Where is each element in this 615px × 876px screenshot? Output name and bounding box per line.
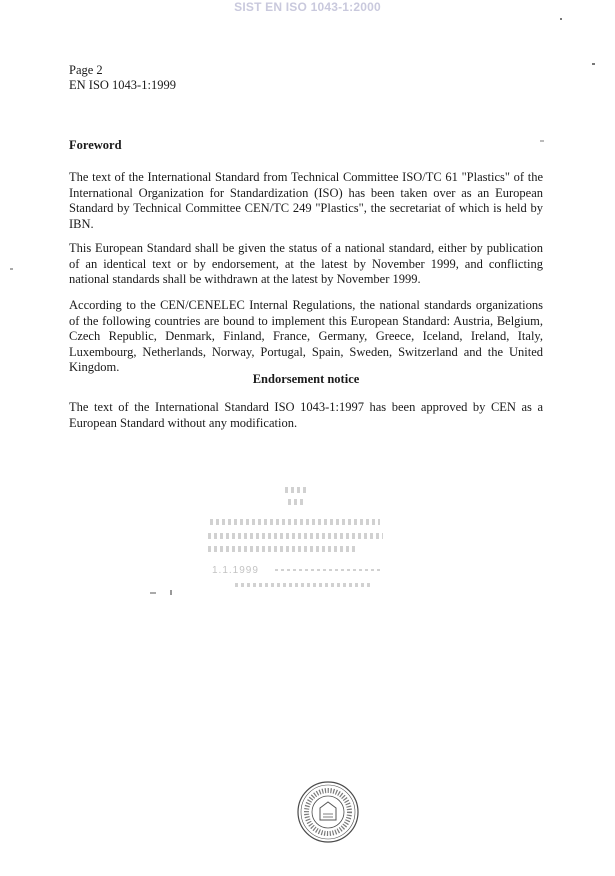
foreword-title: Foreword (69, 138, 122, 152)
endorsement-text: The text of the International Standard ISO 1043-1:1997 has been approved by CEN as a European Standard without any modification. (69, 400, 543, 430)
scan-speck (540, 140, 544, 142)
document-watermark: SIST EN ISO 1043-1:2000 (234, 0, 381, 14)
foreword-paragraph-3: According to the CEN/CENELEC Internal Regulations, the national standards organizations of the following countries are bound to implement this European Standard: Austria, Belgium, Czech Republic, Denmark, Finland, France, Germany, Greece, Iceland, Ireland, Italy, Luxembourg, Netherlands, Norway, Portugal, Spain, Sweden, Switzerland and the United Kingdom. (69, 298, 543, 374)
page-number: Page 2 (69, 63, 103, 77)
scan-speck (560, 18, 562, 20)
scan-speck (170, 590, 172, 595)
reception-stamp (200, 483, 390, 593)
scan-speck (10, 268, 13, 270)
institution-seal-icon (296, 780, 360, 844)
reception-stamp-date: 1.1.1999 (212, 565, 259, 576)
scan-speck (592, 63, 595, 65)
foreword-paragraph-1: The text of the International Standard from Technical Committee ISO/TC 61 "Plastics" of the International Organization for Standardization (ISO) has been taken over as an European Standard by Technical Committee CEN/TC 249 "Plastics", the secretariat of which is held by IBN. (69, 170, 543, 231)
foreword-paragraph-2: This European Standard shall be given the status of a national standard, either by publication of an identical text or by endorsement, at the latest by November 1999, and conflicting national standards shall be withdrawn at the latest by November 1999. (69, 241, 543, 286)
scan-speck (150, 592, 156, 594)
endorsement-title: Endorsement notice (252, 372, 360, 386)
document-id: EN ISO 1043-1:1999 (69, 78, 176, 92)
page-header (69, 63, 176, 93)
